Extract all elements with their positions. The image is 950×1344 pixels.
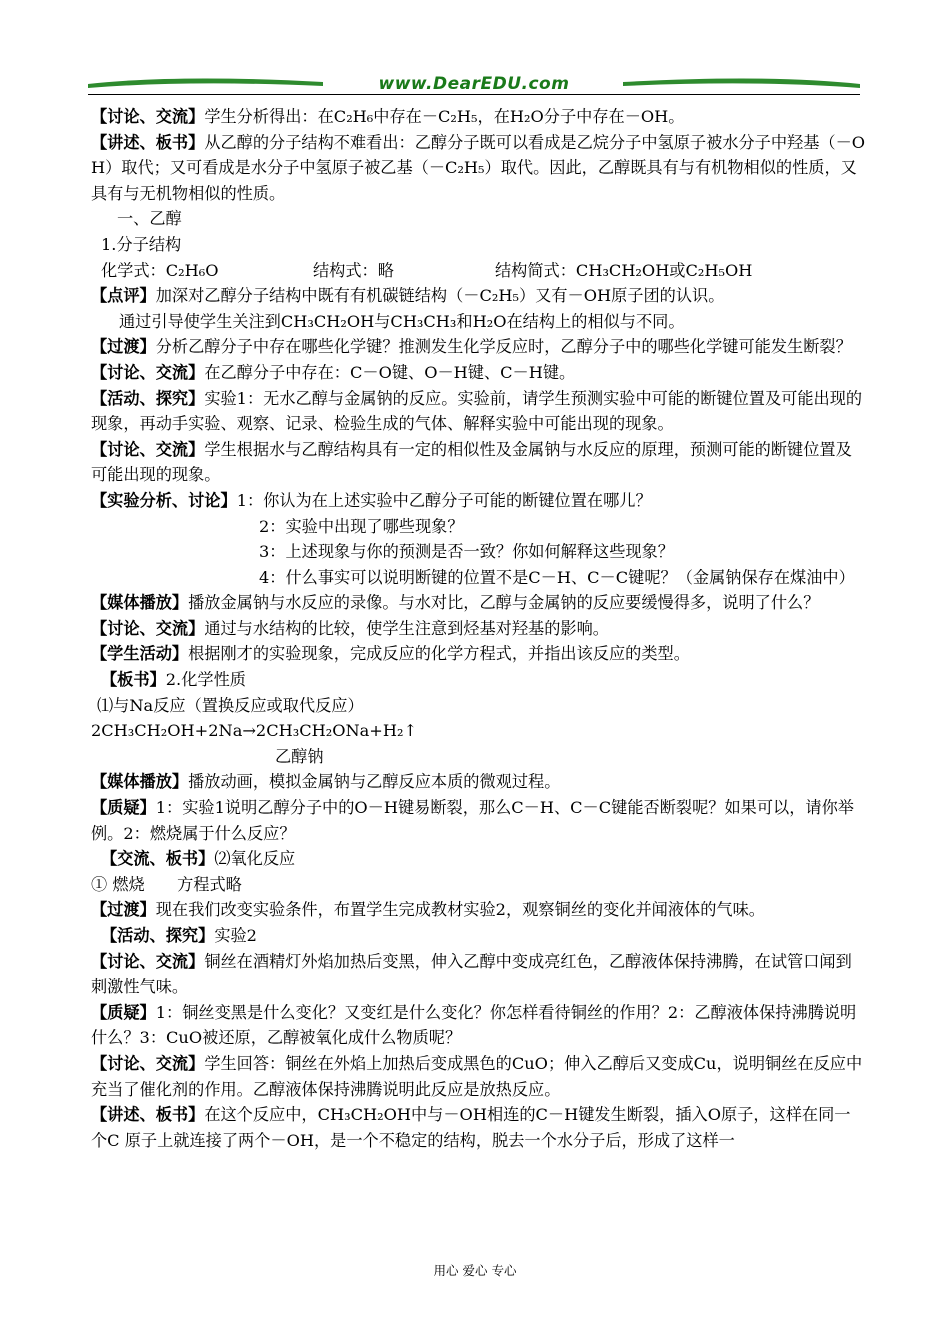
paragraph	[91, 795, 866, 846]
paragraph-text: 学生根据水与乙醇结构具有一定的相似性及金属钠与水反应的原理，预测可能的断键位置及可能出现的现象。	[91, 439, 852, 485]
paragraph	[91, 283, 866, 309]
paragraph-text: 分析乙醇分子中存在哪些化学键？推测发生化学反应时，乙醇分子中的哪些化学键可能发生断裂？	[155, 337, 852, 357]
heading-ethanol: 一、乙醇	[117, 209, 182, 229]
paragraph-text: 现在我们改变实验条件，布置学生完成教材实验2，观察铜丝的变化并闻液体的气味。	[155, 900, 765, 920]
paragraph-text: 加深对乙醇分子结构中既有有机碳链结构（－C₂H₅）又有－OH原子团的认识。	[155, 286, 725, 306]
paragraph	[91, 641, 866, 667]
section-tag: 【媒体播放】	[91, 772, 189, 792]
paragraph-text: 学生分析得出：在C₂H₆中存在－C₂H₅，在H₂O分子中存在－OH。	[204, 107, 685, 126]
paragraph	[91, 846, 866, 872]
paragraph-text: 通过与水结构的比较，使学生注意到烃基对羟基的影响。	[204, 618, 609, 638]
section-tag: 【活动、探究】	[101, 926, 215, 945]
paragraph	[91, 949, 866, 1000]
paragraph-text: 从乙醇的分子结构不难看出：乙醇分子既可以看成是乙烷分子中氢原子被水分子中羟基（－OH）取代；又可看成是水分子中氢原子被乙基（－C₂H₅）取代。因此，乙醇既具有与有机物相似的性质，又具有与无机物相似的性质。	[91, 132, 866, 203]
paragraph	[91, 360, 866, 386]
section-tag: 【学生活动】	[91, 644, 189, 664]
paragraph	[91, 769, 866, 795]
section-tag: 【过渡】	[91, 337, 156, 357]
section-tag: 【质疑】	[91, 798, 156, 818]
section-tag: 【讲述、板书】	[91, 132, 205, 152]
section-tag: 【讨论、交流】	[91, 1053, 205, 1073]
chemical-formula: 化学式：C₂H₆O	[101, 260, 219, 280]
section-tag: 【质疑】	[91, 1002, 156, 1022]
section-tag: 【板书】	[101, 670, 166, 690]
paragraph-text: 1：铜丝变黑是什么变化？又变红是什么变化？你怎样看待铜丝的作用？2：乙醇液体保持沸腾说明什么？3：CuO被还原，乙醇被氧化成什么物质呢？	[91, 1002, 857, 1048]
paragraph-text: 4：什么事实可以说明断键的位置不是C－H、C－C键呢？（金属钠保存在煤油中）	[259, 567, 855, 587]
paragraph-text: 实验2	[214, 926, 257, 945]
section-tag: 【媒体播放】	[91, 593, 189, 613]
question-item: 3：上述现象与你的预测是否一致？你如何解释这些现象？	[259, 542, 674, 562]
paragraph-text: 1：实验1说明乙醇分子中的O－H键易断裂，那么C－H、C－C键能否断裂呢？如果可以，请你举例。2：燃烧属于什么反应？	[91, 798, 854, 843]
section-tag: 【活动、探究】	[91, 388, 205, 408]
site-header	[88, 70, 860, 100]
section-tag: 【讨论、交流】	[91, 107, 205, 126]
paragraph	[91, 1051, 866, 1102]
reaction-equation: 2CH₃CH₂OH+2Na→2CH₃CH₂ONa+H₂↑	[91, 721, 418, 741]
section-tag: 【点评】	[91, 286, 156, 306]
section-tag: 【讨论、交流】	[91, 618, 205, 638]
paragraph-text: 播放金属钠与水反应的录像。与水对比，乙醇与金属钠的反应要缓慢得多，说明了什么？	[188, 593, 820, 613]
product-name: 乙醇钠	[275, 746, 324, 766]
section-tag: 【过渡】	[91, 900, 156, 920]
paragraph	[91, 616, 866, 642]
paragraph: 通过引导使学生关注到CH₃CH₂OH与CH₃CH₃和H₂O在结构上的相似与不同。	[119, 311, 685, 331]
paragraph	[91, 386, 866, 437]
paragraph-text: 2.化学性质	[165, 670, 246, 690]
paragraph-text: 在这个反应中，CH₃CH₂OH中与－OH相连的C－H键发生断裂，插入O原子，这样在同一个C 原子上就连接了两个－OH，是一个不稳定的结构，脱去一个水分子后，形成了这样一	[91, 1105, 851, 1150]
formula-row	[91, 258, 866, 284]
reaction-heading: ⑴与Na反应（置换反应或取代反应）	[97, 695, 364, 715]
section-tag: 【交流、板书】	[101, 849, 215, 869]
section-tag: 【讨论、交流】	[91, 362, 205, 382]
paragraph-text: 学生回答：铜丝在外焰上加热后变成黑色的CuO；伸入乙醇后又变成Cu，说明铜丝在反应中充当了催化剂的作用。乙醇液体保持沸腾说明此反应是放热反应。	[91, 1053, 863, 1099]
page-footer: 用心 爱心 专心	[433, 1263, 517, 1278]
paragraph	[91, 1000, 866, 1051]
paragraph	[91, 1102, 866, 1153]
paragraph	[91, 590, 866, 616]
paragraph	[91, 130, 866, 207]
paragraph	[91, 334, 866, 360]
paragraph-text: 实验1：无水乙醇与金属钠的反应。实验前，请学生预测实验中可能的断键位置及可能出现的现象，再动手实验、观察、记录、检验生成的气体、解释实验中可能出现的现象。	[91, 388, 863, 434]
paragraph	[91, 437, 866, 488]
paragraph	[91, 488, 866, 514]
paragraph-text: 铜丝在酒精灯外焰加热后变黑，伸入乙醇中变成亮红色，乙醇液体保持沸腾，在试管口闻到刺激性气味。	[91, 951, 852, 997]
simplified-formula: 结构简式：CH₃CH₂OH或C₂H₅OH	[495, 260, 753, 280]
paragraph	[91, 104, 866, 130]
question-item: 2：实验中出现了哪些现象？	[259, 516, 464, 536]
paragraph	[91, 667, 866, 693]
paragraph-text: 播放动画，模拟金属钠与乙醇反应本质的微观过程。	[188, 772, 561, 792]
paragraph-text: ⑵氧化反应	[214, 849, 296, 869]
paragraph: ① 燃烧 方程式略	[91, 874, 242, 894]
paragraph-text: 1：你认为在上述实验中乙醇分子可能的断键位置在哪儿？	[236, 490, 652, 510]
section-tag: 【讲述、板书】	[91, 1105, 205, 1125]
section-tag: 【实验分析、讨论】	[91, 490, 237, 510]
paragraph-text: 在乙醇分子中存在：C－O键、O－H键、C－H键。	[204, 362, 576, 382]
paragraph-text: 根据刚才的实验现象，完成反应的化学方程式，并指出该反应的类型。	[188, 644, 690, 664]
site-url: www.DearEDU.com	[378, 74, 570, 94]
paragraph	[91, 897, 866, 923]
header-rule	[88, 94, 860, 95]
paragraph	[91, 923, 866, 949]
heading-molecular-structure: 1.分子结构	[101, 234, 182, 254]
section-tag: 【讨论、交流】	[91, 951, 205, 971]
document-body	[91, 104, 866, 1153]
section-tag: 【讨论、交流】	[91, 439, 205, 459]
question-item	[91, 565, 866, 591]
structural-formula: 结构式：略	[313, 260, 394, 280]
